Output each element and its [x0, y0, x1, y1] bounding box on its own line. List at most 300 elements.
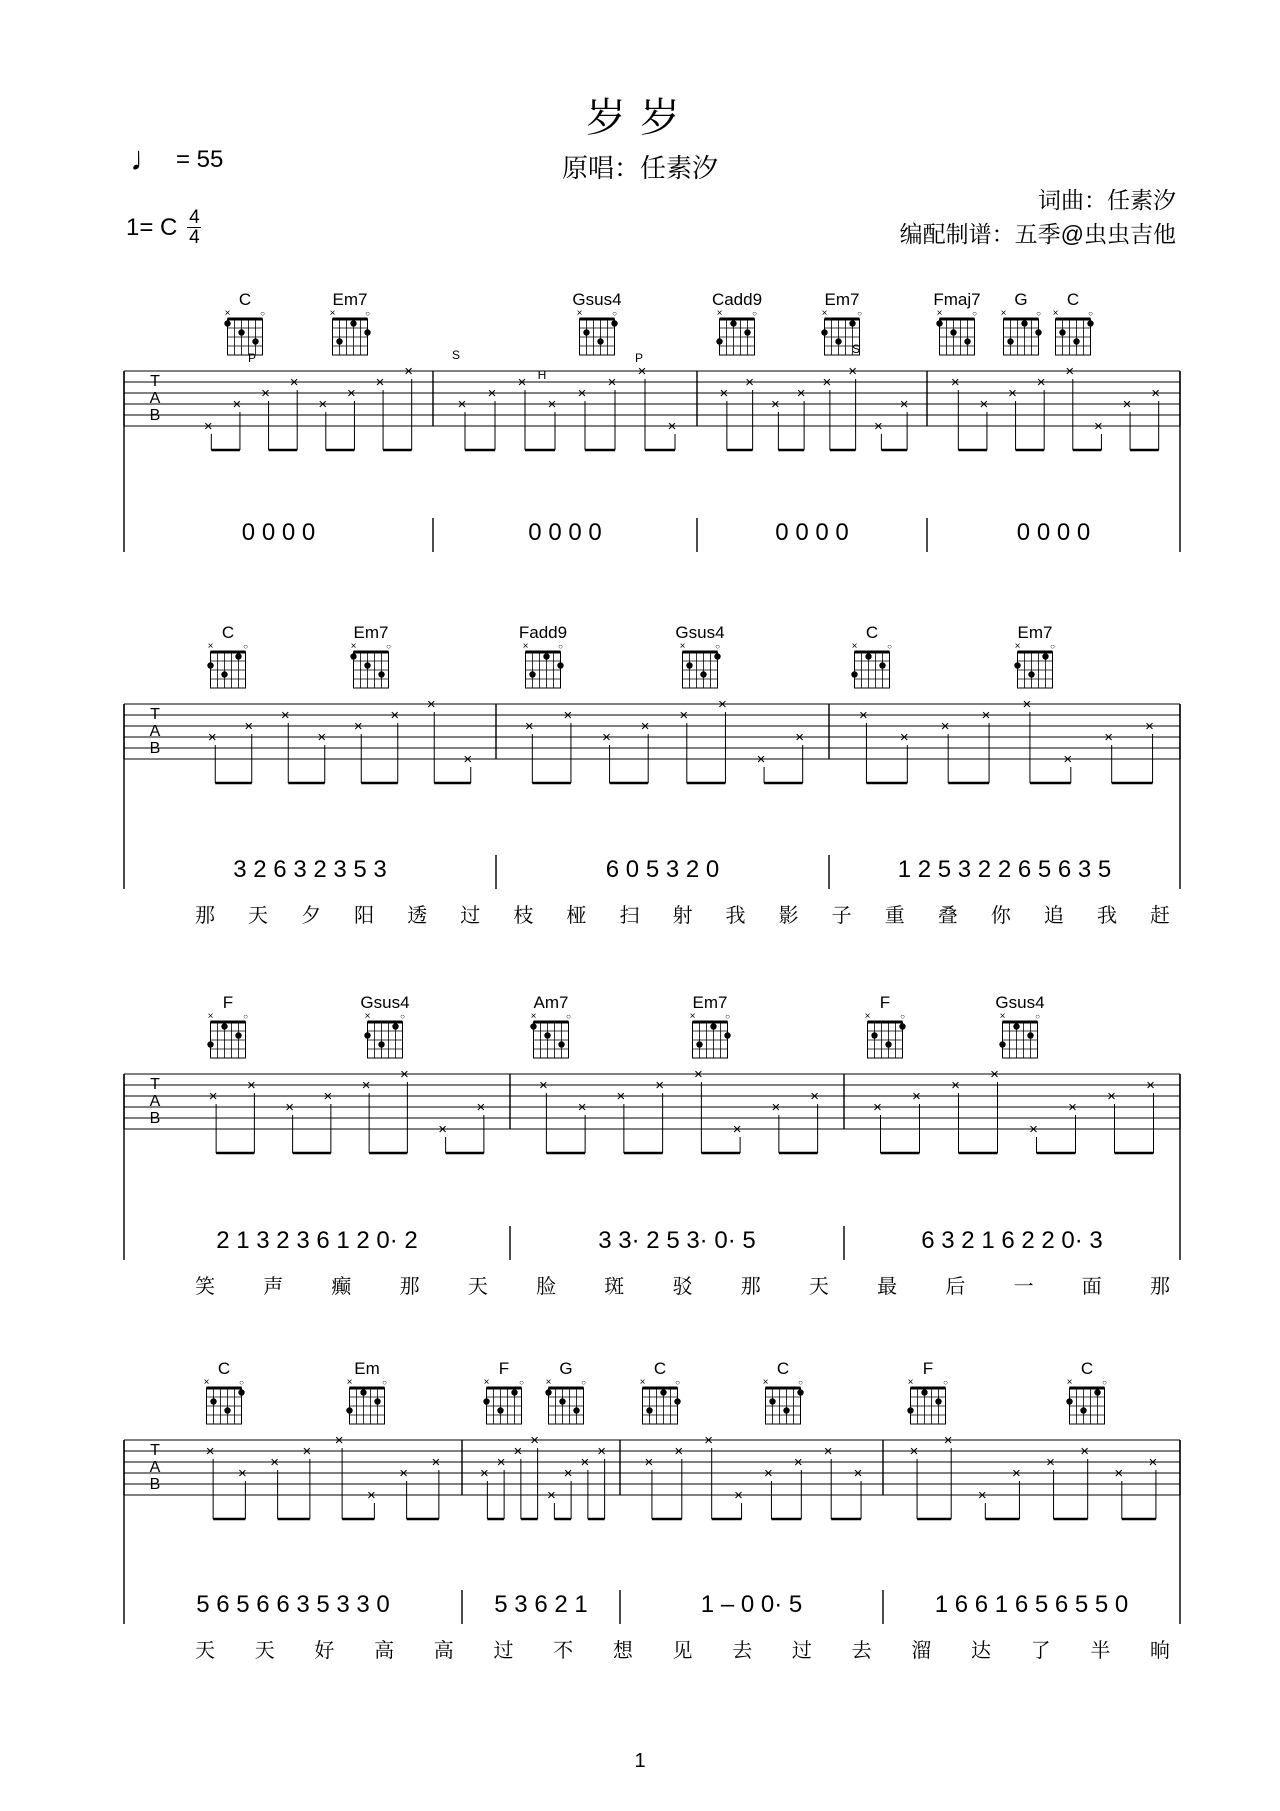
muted-string-icon: ×	[1014, 641, 1021, 652]
strum-note-mark: ×	[637, 363, 647, 380]
time-sig-beats: 4	[189, 207, 200, 228]
notation-measure: 3 2 6 3 2 3 5 3	[233, 856, 387, 883]
finger-dot	[221, 1023, 227, 1029]
chord-diagram	[346, 1359, 387, 1424]
chord-name: Em7	[824, 290, 860, 309]
strum-note-mark: ×	[1122, 396, 1132, 413]
open-string-icon: ○	[900, 1012, 905, 1021]
chord-diagram	[865, 993, 906, 1058]
chord-diagram	[519, 623, 567, 688]
strum-note-mark: ×	[1080, 1443, 1090, 1460]
strum-note-mark: ×	[399, 1066, 409, 1083]
finger-dot	[710, 1023, 716, 1029]
strum-note-mark: ×	[205, 1443, 215, 1460]
finger-dot	[364, 1032, 370, 1038]
tab-clef-letter: B	[149, 1476, 161, 1493]
notation-measure: 5 6 5 6 6 3 5 3 3 0	[196, 1591, 390, 1618]
strum-note-mark: ×	[734, 1487, 743, 1504]
lyric-char: 后	[945, 1276, 966, 1298]
muted-string-icon: ×	[1066, 1377, 1073, 1388]
notation-measure: 2 1 3 2 3 6 1 2 0· 2	[216, 1227, 418, 1254]
finger-dot	[559, 1398, 565, 1404]
open-string-icon: ○	[243, 1012, 248, 1021]
open-string-icon: ○	[943, 1378, 948, 1387]
muted-string-icon: ×	[224, 308, 231, 319]
strum-note-mark: ×	[745, 374, 755, 391]
strum-note-mark: ×	[563, 1465, 573, 1482]
chord-diagram	[763, 1359, 804, 1424]
finger-dot	[364, 329, 370, 335]
open-string-icon: ○	[239, 1378, 244, 1387]
technique-mark: S	[451, 348, 461, 362]
finger-dot	[336, 338, 342, 344]
strum-note-mark: ×	[1065, 363, 1075, 380]
chord-diagram	[330, 290, 371, 355]
finger-dot	[851, 671, 857, 677]
strum-note-mark: ×	[366, 1487, 376, 1504]
time-sig-unit: 4	[189, 227, 200, 248]
muted-string-icon: ×	[329, 308, 336, 319]
lyric-char: 最	[877, 1276, 898, 1298]
finger-dot	[1027, 1032, 1033, 1038]
finger-dot	[660, 1389, 666, 1395]
finger-dot	[821, 329, 827, 335]
lyrics-line	[195, 1275, 1170, 1298]
strum-note-mark: ×	[463, 751, 473, 768]
finger-dot	[935, 1398, 941, 1404]
strum-note-mark: ×	[203, 418, 213, 435]
open-string-icon: ○	[566, 1012, 571, 1021]
strum-note-mark: ×	[704, 1432, 714, 1449]
muted-string-icon: ×	[207, 641, 214, 652]
muted-string-icon: ×	[716, 308, 723, 319]
strum-note-mark: ×	[848, 363, 858, 380]
muted-string-icon: ×	[821, 308, 828, 319]
chord-diagram	[572, 290, 621, 355]
finger-dot	[597, 338, 603, 344]
strum-note-mark: ×	[981, 707, 991, 724]
tab-staff	[124, 342, 1180, 450]
finger-dot	[716, 338, 722, 344]
finger-dot	[238, 329, 244, 335]
open-string-icon: ○	[365, 309, 370, 318]
chord-diagram	[204, 1359, 245, 1424]
tab-clef-letter: T	[150, 1442, 160, 1459]
finger-dot	[999, 1041, 1005, 1047]
finger-dot	[1014, 662, 1020, 668]
strum-note-mark: ×	[1022, 696, 1032, 713]
lyric-char: 好	[314, 1640, 335, 1662]
finger-dot	[921, 1389, 927, 1395]
chord-name: C	[238, 290, 252, 309]
strum-note-mark: ×	[361, 1077, 371, 1094]
finger-dot	[350, 320, 356, 326]
chord-name: Cadd9	[711, 290, 763, 309]
muted-string-icon: ×	[545, 1377, 552, 1388]
finger-dot	[1059, 329, 1065, 335]
lyric-char: 天	[195, 1640, 215, 1662]
strum-note-mark: ×	[1146, 1077, 1155, 1094]
finger-dot	[730, 320, 736, 326]
notation-measure: 5 3 6 2 1	[494, 1591, 588, 1618]
strum-note-mark: ×	[1104, 729, 1114, 746]
original-singer: 原唱：任素汐	[561, 153, 718, 183]
chord-diagram	[483, 1359, 524, 1424]
strum-note-mark: ×	[873, 418, 883, 435]
muted-string-icon: ×	[203, 1377, 210, 1388]
chord-name: Gsus4	[360, 993, 410, 1012]
lyric-char: 去	[851, 1640, 872, 1662]
chord-diagram	[1066, 1359, 1107, 1424]
lyric-char: 天	[254, 1640, 275, 1662]
lyric-char: 脸	[536, 1276, 557, 1298]
lyric-char: 子	[831, 905, 852, 927]
strum-note-mark: ×	[479, 1465, 489, 1482]
arranger-credit: 编配制谱：五季@虫虫吉他	[899, 221, 1176, 247]
open-string-icon: ○	[675, 1378, 680, 1387]
finger-dot	[1021, 320, 1027, 326]
strum-note-mark: ×	[1036, 374, 1046, 391]
strum-note-mark: ×	[317, 729, 327, 746]
finger-dot	[700, 671, 706, 677]
finger-dot	[674, 1398, 680, 1404]
numbered-notation	[124, 704, 1180, 889]
chord-name: Fadd9	[518, 623, 568, 642]
finger-dot	[497, 1407, 503, 1413]
lyric-char: 桠	[566, 905, 587, 927]
chord-diagram	[545, 1359, 586, 1424]
chord-name: C	[653, 1359, 667, 1378]
finger-dot	[936, 320, 942, 326]
lyric-char: 面	[1081, 1276, 1102, 1298]
finger-dot	[224, 320, 230, 326]
strum-note-mark: ×	[270, 1454, 280, 1471]
chord-name: G	[559, 1359, 573, 1378]
finger-dot	[865, 653, 871, 659]
lyric-char: 那	[399, 1276, 420, 1298]
finger-dot	[907, 1407, 913, 1413]
chord-diagram	[207, 623, 248, 688]
chord-diagram	[851, 623, 892, 688]
open-string-icon: ○	[887, 642, 892, 651]
strum-note-mark: ×	[719, 385, 729, 402]
chord-name: Gsus4	[675, 623, 725, 642]
strum-note-mark: ×	[547, 396, 557, 413]
strum-note-mark: ×	[399, 1465, 409, 1482]
chord-name: C	[1080, 1359, 1094, 1378]
strum-note-mark: ×	[1148, 1454, 1158, 1471]
finger-dot	[573, 1407, 579, 1413]
chord-diagram	[933, 290, 980, 355]
strum-note-mark: ×	[859, 707, 868, 724]
strum-note-mark: ×	[375, 374, 385, 391]
tab-clef-letter: A	[149, 1093, 161, 1110]
finger-dot	[686, 662, 692, 668]
strum-note-mark: ×	[732, 1121, 742, 1138]
tab-clef-letter: T	[150, 706, 160, 723]
finger-dot	[696, 1041, 702, 1047]
finger-dot	[1080, 1407, 1086, 1413]
strum-note-mark: ×	[977, 1487, 987, 1504]
finger-dot	[221, 671, 227, 677]
lyric-char: 我	[725, 905, 746, 927]
finger-dot	[483, 1398, 489, 1404]
finger-dot	[529, 671, 535, 677]
finger-dot	[1087, 320, 1093, 326]
chord-name: C	[221, 623, 235, 642]
lyric-char: 扫	[619, 905, 640, 927]
strum-note-mark: ×	[353, 718, 363, 735]
lyric-char: 了	[1030, 1640, 1051, 1662]
chord-name: C	[1066, 290, 1080, 309]
open-string-icon: ○	[581, 1378, 586, 1387]
finger-dot	[646, 1407, 652, 1413]
tab-clef-letter: B	[149, 407, 161, 424]
notation-measure: 1 – 0 0· 5	[700, 1591, 803, 1618]
chord-name: F	[498, 1359, 510, 1378]
lyrics-music-credit: 词曲：任素汐	[1038, 187, 1176, 213]
strum-note-mark: ×	[404, 363, 414, 380]
strum-note-mark: ×	[770, 396, 780, 413]
strum-note-mark: ×	[1107, 1088, 1116, 1105]
strum-note-mark: ×	[1046, 1454, 1055, 1471]
strum-note-mark: ×	[597, 1443, 607, 1460]
lyric-char: 高	[374, 1640, 395, 1662]
strum-note-mark: ×	[909, 1443, 919, 1460]
strum-note-mark: ×	[655, 1077, 665, 1094]
lyrics-line	[195, 904, 1170, 927]
lyric-char: 半	[1090, 1640, 1111, 1662]
strum-note-mark: ×	[943, 1432, 953, 1449]
tab-staff	[124, 696, 1180, 783]
strum-note-mark: ×	[640, 718, 650, 735]
chord-name: C	[865, 623, 879, 642]
strum-note-mark: ×	[207, 729, 217, 746]
strum-note-mark: ×	[546, 1487, 556, 1504]
lyric-char: 天	[808, 1276, 829, 1298]
open-string-icon: ○	[752, 309, 757, 318]
finger-dot	[899, 1023, 905, 1029]
strum-note-mark: ×	[1151, 385, 1161, 402]
open-string-icon: ○	[1050, 642, 1055, 651]
lyric-char: 枝	[513, 905, 534, 927]
lyric-char: 那	[1150, 1276, 1170, 1298]
open-string-icon: ○	[243, 642, 248, 651]
notation-measure: 0 0 0 0	[775, 519, 849, 546]
muted-string-icon: ×	[364, 1011, 371, 1022]
finger-dot	[1042, 653, 1048, 659]
strum-note-mark: ×	[334, 1432, 344, 1449]
strum-note-mark: ×	[940, 718, 950, 735]
open-string-icon: ○	[1035, 1012, 1040, 1021]
muted-string-icon: ×	[207, 1011, 214, 1022]
lyric-char: 过	[460, 905, 481, 927]
chord-diagram	[907, 1359, 948, 1424]
strum-note-mark: ×	[810, 1088, 820, 1105]
strum-note-mark: ×	[771, 1099, 781, 1116]
chord-name: Em7	[1017, 623, 1053, 642]
finger-dot	[1007, 338, 1013, 344]
lyric-char: 癫	[331, 1276, 352, 1298]
muted-string-icon: ×	[1052, 308, 1059, 319]
chord-diagram	[712, 290, 762, 355]
lyric-char: 那	[195, 905, 215, 927]
chord-diagram	[1014, 623, 1055, 688]
lyric-char: 重	[884, 905, 905, 927]
strum-note-mark: ×	[208, 1088, 218, 1105]
finger-dot	[235, 1032, 241, 1038]
finger-dot	[724, 1032, 730, 1038]
strum-note-mark: ×	[496, 1454, 506, 1471]
open-string-icon: ○	[798, 1378, 803, 1387]
finger-dot	[1013, 1023, 1019, 1029]
lyric-char: 见	[672, 1640, 693, 1662]
strum-note-mark: ×	[390, 707, 400, 724]
strum-note-mark: ×	[853, 1465, 863, 1482]
muted-string-icon: ×	[999, 1011, 1006, 1022]
strum-note-mark: ×	[457, 396, 467, 413]
chord-diagram	[640, 1359, 681, 1424]
finger-dot	[238, 1389, 244, 1395]
lyric-char: 影	[778, 905, 799, 927]
strum-note-mark: ×	[793, 1454, 803, 1471]
strum-note-mark: ×	[232, 396, 242, 413]
finger-dot	[1094, 1389, 1100, 1395]
strum-note-mark: ×	[796, 385, 806, 402]
lyric-char: 天	[467, 1276, 488, 1298]
technique-mark: H	[537, 368, 547, 382]
strum-note-mark: ×	[323, 1088, 333, 1105]
strum-note-mark: ×	[616, 1088, 626, 1105]
open-string-icon: ○	[1102, 1378, 1107, 1387]
strum-note-mark: ×	[823, 1443, 833, 1460]
finger-dot	[1066, 1398, 1072, 1404]
notation-measure: 0 0 0 0	[528, 519, 602, 546]
strum-note-mark: ×	[1063, 751, 1073, 768]
tab-clef-letter: A	[149, 1459, 161, 1476]
muted-string-icon: ×	[639, 1377, 646, 1388]
strum-note-mark: ×	[951, 1077, 960, 1094]
open-string-icon: ○	[386, 642, 391, 651]
chord-name: Fmaj7	[933, 290, 981, 309]
technique-mark: P	[634, 351, 644, 365]
lyric-char: 过	[791, 1640, 812, 1662]
tempo-value: = 55	[176, 145, 224, 173]
lyric-char: 过	[493, 1640, 514, 1662]
chord-diagram	[1001, 290, 1042, 355]
strum-note-mark: ×	[285, 1099, 295, 1116]
finger-dot	[1035, 329, 1041, 335]
finger-dot	[835, 338, 841, 344]
muted-string-icon: ×	[350, 641, 357, 652]
lyric-char: 追	[1043, 905, 1064, 927]
lyric-char: 去	[732, 1640, 753, 1662]
strum-note-mark: ×	[644, 1454, 654, 1471]
strum-note-mark: ×	[679, 707, 689, 724]
strum-note-mark: ×	[246, 1077, 256, 1094]
lyric-char: 射	[672, 905, 693, 927]
finger-dot	[879, 662, 885, 668]
chord-name: Gsus4	[572, 290, 622, 309]
page-number: 1	[634, 1750, 646, 1772]
muted-string-icon: ×	[530, 1011, 537, 1022]
muted-string-icon: ×	[522, 641, 529, 652]
finger-dot	[207, 662, 213, 668]
strum-note-mark: ×	[795, 729, 805, 746]
tab-clef-letter: A	[149, 723, 161, 740]
tab-clef-letter: A	[149, 390, 161, 407]
notation-measure: 1 6 6 1 6 5 6 5 5 0	[934, 1591, 1129, 1618]
finger-dot	[558, 1041, 564, 1047]
strum-note-mark: ×	[1068, 1099, 1077, 1116]
open-string-icon: ○	[612, 309, 617, 318]
strum-note-mark: ×	[912, 1088, 921, 1105]
finger-dot	[235, 653, 241, 659]
muted-string-icon: ×	[689, 1011, 696, 1022]
strum-note-mark: ×	[1094, 418, 1103, 435]
strum-note-mark: ×	[979, 396, 989, 413]
strum-note-mark: ×	[607, 374, 617, 391]
quarter-note-icon: ♩	[130, 140, 164, 178]
finger-dot	[346, 1407, 352, 1413]
strum-note-mark: ×	[580, 1454, 590, 1471]
muted-string-icon: ×	[576, 308, 583, 319]
key-text: 1= C	[126, 213, 178, 241]
strum-note-mark: ×	[1114, 1465, 1124, 1482]
numbered-notation	[124, 1074, 1180, 1260]
lyric-char: 那	[740, 1276, 761, 1298]
lyric-char: 想	[612, 1640, 633, 1662]
finger-dot	[769, 1398, 775, 1404]
finger-dot	[543, 653, 549, 659]
notation-measure: 6 3 2 1 6 2 2 0· 3	[921, 1227, 1103, 1254]
lyric-char: 达	[970, 1640, 991, 1662]
chord-diagram	[360, 993, 409, 1058]
open-string-icon: ○	[1088, 309, 1093, 318]
finger-dot	[583, 329, 589, 335]
muted-string-icon: ×	[936, 308, 943, 319]
strum-note-mark: ×	[667, 418, 677, 435]
muted-string-icon: ×	[483, 1377, 490, 1388]
notation-measure: 1 2 5 3 2 2 6 5 6 3 5	[897, 856, 1112, 883]
chord-name: C	[217, 1359, 231, 1378]
lyric-char: 赶	[1150, 905, 1170, 927]
finger-dot	[545, 1389, 551, 1395]
open-string-icon: ○	[400, 1012, 405, 1021]
lyric-char: 我	[1096, 905, 1117, 927]
chord-diagram	[350, 623, 391, 688]
finger-dot	[783, 1407, 789, 1413]
lyric-char: 透	[407, 905, 428, 927]
strum-note-mark: ×	[950, 374, 960, 391]
chord-name: C	[776, 1359, 790, 1378]
lyric-char: 晌	[1150, 1640, 1170, 1662]
tab-clef-letter: T	[150, 373, 160, 390]
tab-clef-letter: T	[150, 1076, 160, 1093]
finger-dot	[378, 1041, 384, 1047]
lyric-char: 不	[553, 1640, 574, 1662]
finger-dot	[1073, 338, 1079, 344]
strum-note-mark: ×	[318, 396, 328, 413]
lyric-char: 驳	[672, 1276, 693, 1298]
finger-dot	[252, 338, 258, 344]
strum-note-mark: ×	[693, 1066, 703, 1083]
lyrics-line	[195, 1639, 1170, 1662]
notation-measure: 6 0 5 3 2 0	[605, 856, 720, 883]
open-string-icon: ○	[558, 642, 563, 651]
chord-name: Em7	[353, 623, 389, 642]
strum-note-mark: ×	[873, 1099, 882, 1116]
